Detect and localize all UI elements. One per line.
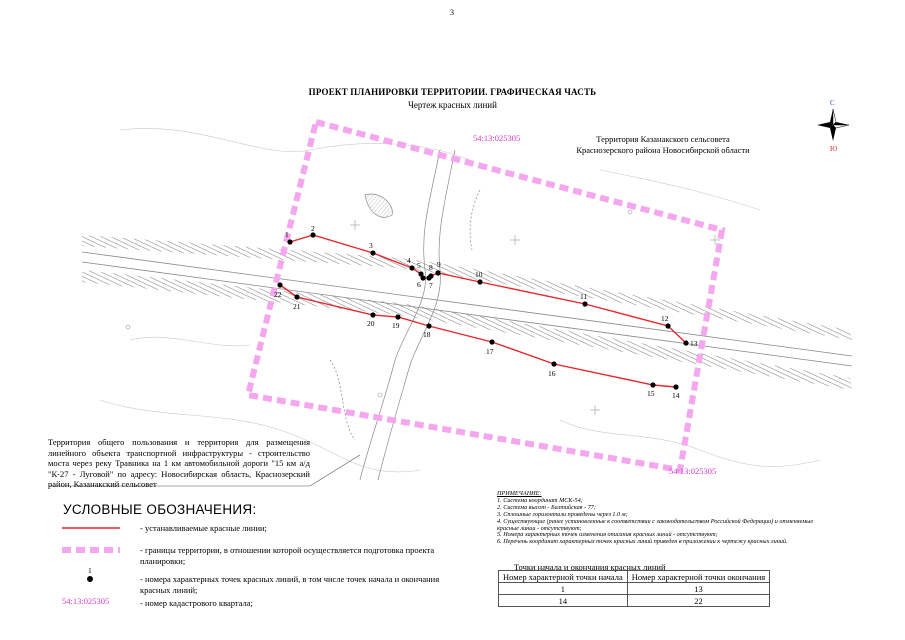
point-label-9: 9 bbox=[437, 260, 441, 269]
point-label-4: 4 bbox=[407, 256, 411, 265]
point-marker-9 bbox=[435, 270, 440, 275]
table-header-cell: Номер характерной точки начала bbox=[499, 571, 628, 583]
territory-label-line-2: Краснозерского района Новосибирской области bbox=[576, 145, 750, 155]
note-item: 4. Существующие (ранее установленные в соответствии с законодательством Российской Федерации) и отменяемые красные линии - отсутствуют; bbox=[497, 517, 814, 532]
page-title: ПРОЕКТ ПЛАНИРОВКИ ТЕРРИТОРИИ. ГРАФИЧЕСКАЯ ЧАСТЬ bbox=[308, 87, 597, 97]
note-item: 3. Сплошные горизонтали проведены через 1.0 м; bbox=[497, 510, 628, 518]
table-header-cell: Номер характерной точки окончания bbox=[627, 571, 769, 583]
page-subtitle: Чертеж красных линий bbox=[408, 100, 497, 110]
point-marker-17 bbox=[489, 339, 494, 344]
compass-icon bbox=[817, 109, 849, 141]
point-label-14: 14 bbox=[672, 391, 680, 400]
point-marker-11 bbox=[582, 301, 587, 306]
compass-south-label: Ю bbox=[830, 145, 838, 153]
table-cell: 22 bbox=[627, 595, 769, 607]
point-label-19: 19 bbox=[392, 321, 400, 330]
legend-cadastral-symbol: 54:13:025305 bbox=[62, 596, 110, 606]
point-label-20: 20 bbox=[367, 319, 375, 328]
point-marker-10 bbox=[477, 279, 482, 284]
point-marker-4 bbox=[409, 265, 414, 270]
point-label-13: 13 bbox=[690, 339, 698, 348]
point-marker-2 bbox=[310, 232, 315, 237]
note-item: 1. Система координат МСК-54; bbox=[497, 496, 583, 504]
point-label-10: 10 bbox=[475, 270, 483, 279]
point-label-18: 18 bbox=[423, 330, 431, 339]
point-label-15: 15 bbox=[647, 389, 655, 398]
table-cell: 14 bbox=[499, 595, 628, 607]
point-label-7: 7 bbox=[429, 281, 433, 290]
point-marker-12 bbox=[665, 323, 670, 328]
point-marker-13 bbox=[683, 340, 688, 345]
legend-point-symbol bbox=[87, 576, 93, 582]
point-marker-1 bbox=[287, 239, 292, 244]
point-label-22: 22 bbox=[274, 290, 282, 299]
notes-block bbox=[497, 491, 817, 546]
territory-label bbox=[548, 134, 778, 156]
legend-boundary-text: - границы территории, в отношении которой осуществляется подготовка проекта планировки; bbox=[140, 545, 435, 566]
cadastral-label-bottom: 54:13:025305 bbox=[669, 466, 717, 476]
legend-title: УСЛОВНЫЕ ОБОЗНАЧЕНИЯ: bbox=[63, 502, 257, 517]
notes-heading: ПРИМЕЧАНИЕ: bbox=[497, 490, 542, 497]
legend-point-text: - номера характерных точек красных линий, в том числе точек начала и окончания красных линий; bbox=[140, 574, 440, 595]
table-row bbox=[499, 595, 770, 607]
point-marker-20 bbox=[370, 312, 375, 317]
table-cell: 1 bbox=[499, 583, 628, 595]
point-marker-8 bbox=[428, 273, 433, 278]
public-area-label: Территория общего пользования и территория для размещения линейного объекта транспортной инфраструктуры - строительство моста через реку Травника на 1 км автомобильной дороги "15 км а/д "К-27 - Луговой" по адресу: Новосибирская область, Краснозерский район, Казанакский сельсовет bbox=[48, 437, 310, 489]
territory-label-line-1: Территория Казанакского сельсовета bbox=[596, 134, 730, 144]
point-marker-6 bbox=[420, 275, 425, 280]
point-label-11: 11 bbox=[580, 292, 588, 301]
point-marker-16 bbox=[551, 361, 556, 366]
road-embankment bbox=[82, 235, 852, 390]
page-number: 3 bbox=[450, 8, 454, 17]
point-label-2: 2 bbox=[311, 224, 315, 233]
table-cell: 13 bbox=[627, 583, 769, 595]
point-label-16: 16 bbox=[548, 369, 556, 378]
point-marker-19 bbox=[395, 314, 400, 319]
table-caption: Точки начала и окончания красных линий bbox=[514, 562, 666, 572]
point-marker-18 bbox=[426, 323, 431, 328]
legend-red-line-text: - устанавливаемые красные линии; bbox=[140, 523, 267, 533]
table-header-row bbox=[499, 571, 770, 583]
table-row bbox=[499, 583, 770, 595]
point-marker-22 bbox=[277, 282, 282, 287]
compass-north-label: С bbox=[830, 99, 835, 107]
point-marker-21 bbox=[294, 294, 299, 299]
point-label-6: 6 bbox=[417, 280, 421, 289]
legend-cadastral-text: - номер кадастрового квартала; bbox=[140, 598, 253, 608]
cadastral-label-top: 54:13:025305 bbox=[473, 133, 521, 143]
point-label-12: 12 bbox=[661, 314, 669, 323]
legend-point-label: 1 bbox=[88, 566, 92, 575]
point-marker-15 bbox=[650, 382, 655, 387]
point-label-1: 1 bbox=[285, 230, 289, 239]
point-label-17: 17 bbox=[486, 347, 494, 356]
point-label-8: 8 bbox=[429, 263, 433, 272]
point-marker-14 bbox=[673, 384, 678, 389]
note-item: 2. Система высот - Балтийская - 77; bbox=[497, 503, 596, 511]
characteristic-points bbox=[274, 224, 698, 400]
point-label-3: 3 bbox=[369, 241, 373, 250]
points-table bbox=[498, 570, 770, 607]
note-item: 5. Номера характерных точек изменения описания красных линий - отсутствуют; bbox=[497, 531, 718, 539]
point-label-5: 5 bbox=[417, 261, 421, 270]
point-marker-3 bbox=[370, 250, 375, 255]
point-label-21: 21 bbox=[293, 302, 301, 311]
note-item: 6. Перечень координат характерных точек красных линий приведен в приложении к чертежу красных линий. bbox=[497, 538, 788, 546]
